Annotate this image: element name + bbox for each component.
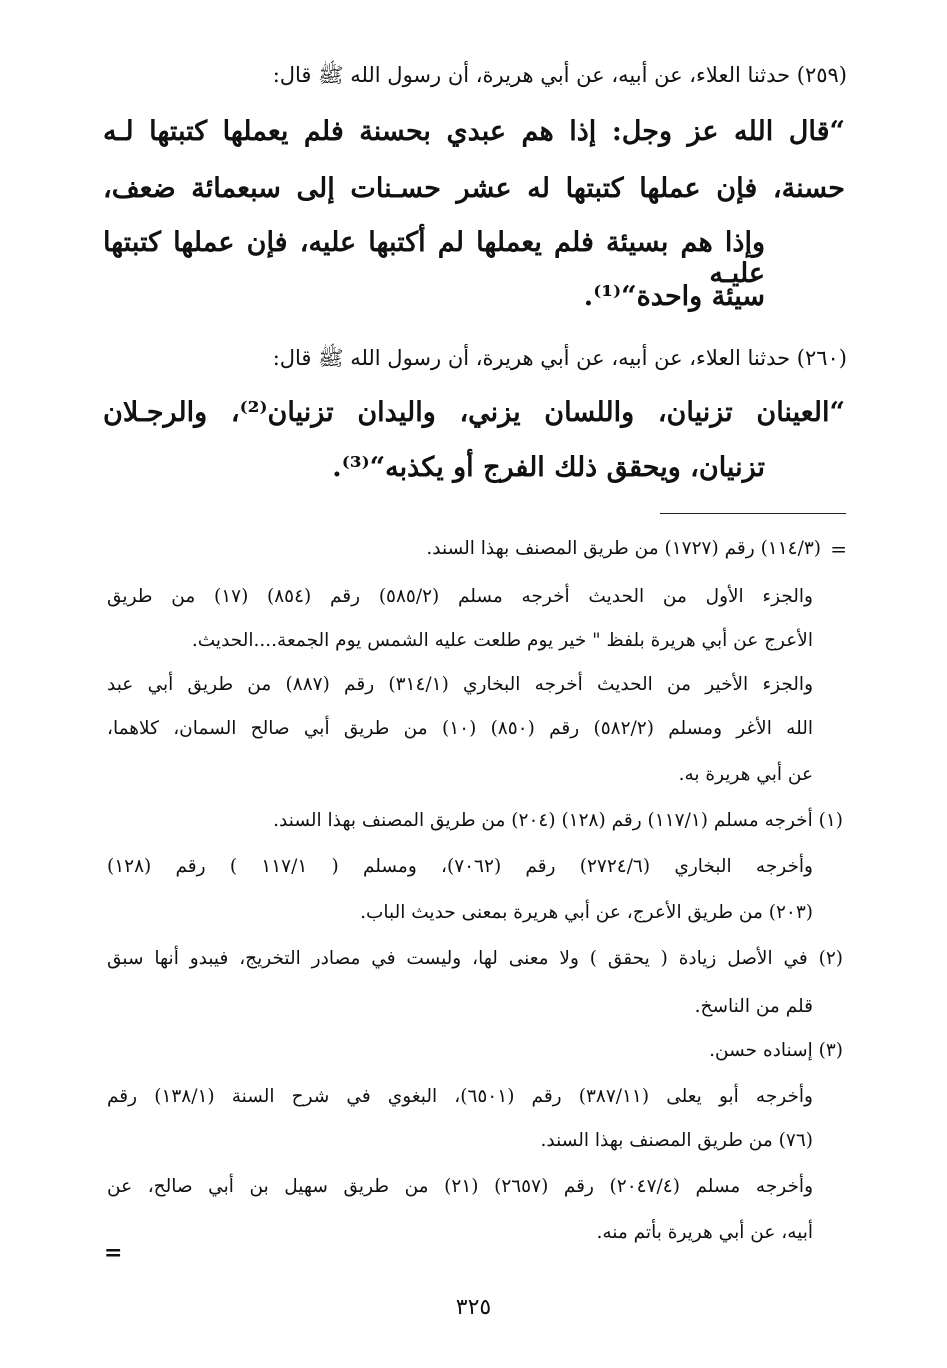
page-number: ٣٢٥ — [455, 1295, 492, 1320]
footnote-line: عن أبي هريرة به. — [678, 764, 813, 785]
hadith-260-intro: (٢٦٠) حدثنا العلاء، عن أبيه، عن أبي هريرة، أن رسول الله ﷺ قال: — [272, 346, 847, 370]
footnote-line: والجزء الأول من الحديث أخرجه مسلم (٥٨٥/٢) رقم (٨٥٤) (١٧) من طريق — [107, 586, 813, 607]
hadith-259-line-1: “قال الله عز وجل: إذا هم عبدي بحسنة فلم يعملها كتبتها لـه — [103, 116, 846, 147]
hadith-260-line-2: تزنيان، ويحقق ذلك الفرج أو يكذبه“⁽³⁾. — [332, 452, 765, 483]
footnote-3: (٣) إسناده حسن. — [709, 1040, 843, 1061]
footnote-line: وأخرجه أبو يعلى (٣٨٧/١١) رقم (٦٥٠١)، البغوي في شرح السنة (١٣٨/١) رقم — [107, 1086, 813, 1107]
hadith-260-line-1: “العينان تزنيان، واللسان يزني، واليدان تزنيان⁽²⁾، والرجـلان — [103, 397, 845, 428]
footnote-line: قلم من الناسخ. — [694, 996, 813, 1017]
hadith-259-line-3: وإذا هم بسيئة فلم يعملها لم أكتبها عليه، فإن عملها كتبتها عليـه — [103, 227, 765, 289]
footnote-line: (٢٠٣) من طريق الأعرج، عن أبي هريرة بمعنى حديث الباب. — [360, 902, 813, 923]
footnote-1: (١) أخرجه مسلم (١١٧/١) رقم (١٢٨) (٢٠٤) من طريق المصنف بهذا السند. — [273, 810, 843, 831]
hadith-259-line-4: سيئة واحدة“⁽¹⁾. — [583, 281, 765, 312]
footnote-line: وأخرجه البخاري (٢٧٢٤/٦) رقم (٧٠٦٢)، ومسلم ( ١١٧/١ ) رقم (١٢٨) — [107, 856, 813, 877]
footnote-line: وأخرجه مسلم (٢٠٤٧/٤) رقم (٢٦٥٧) (٢١) من طريق سهيل بن أبي صالح، عن — [107, 1176, 813, 1197]
hadith-259-intro: (٢٥٩) حدثنا العلاء، عن أبيه، عن أبي هريرة، أن رسول الله ﷺ قال: — [272, 63, 847, 87]
footnote-separator — [660, 513, 846, 514]
hadith-259-line-2: حسنة، فإن عملها كتبتها له عشر حسـنات إلى سبعمائة ضعف، — [103, 173, 845, 204]
footnote-continued-marker: = — [830, 537, 847, 561]
footnote-line: (٧٦) من طريق المصنف بهذا السند. — [540, 1130, 813, 1151]
footnote-continued-end-marker: = — [104, 1240, 123, 1266]
footnote-2: (٢) في الأصل زيادة ( يحقق ) ولا معنى لها، وليست في مصادر التخريج، فيبدو أنها سبق — [107, 948, 843, 969]
footnote-line: الأعرج عن أبي هريرة بلفظ " خير يوم طلعت عليه الشمس يوم الجمعة....الحديث. — [191, 630, 813, 651]
footnote-line: (١١٤/٣) رقم (١٧٢٧) من طريق المصنف بهذا السند. — [426, 538, 821, 559]
footnote-line: الله الأغر ومسلم (٥٨٢/٢) رقم (٨٥٠) (١٠) من طريق أبي صالح السمان، كلاهما، — [107, 718, 813, 739]
footnote-line: والجزء الأخير من الحديث أخرجه البخاري (٣١٤/١) رقم (٨٨٧) من طريق أبي عبد — [107, 674, 813, 695]
footnote-line: أبيه، عن أبي هريرة بأتم منه. — [596, 1222, 813, 1243]
